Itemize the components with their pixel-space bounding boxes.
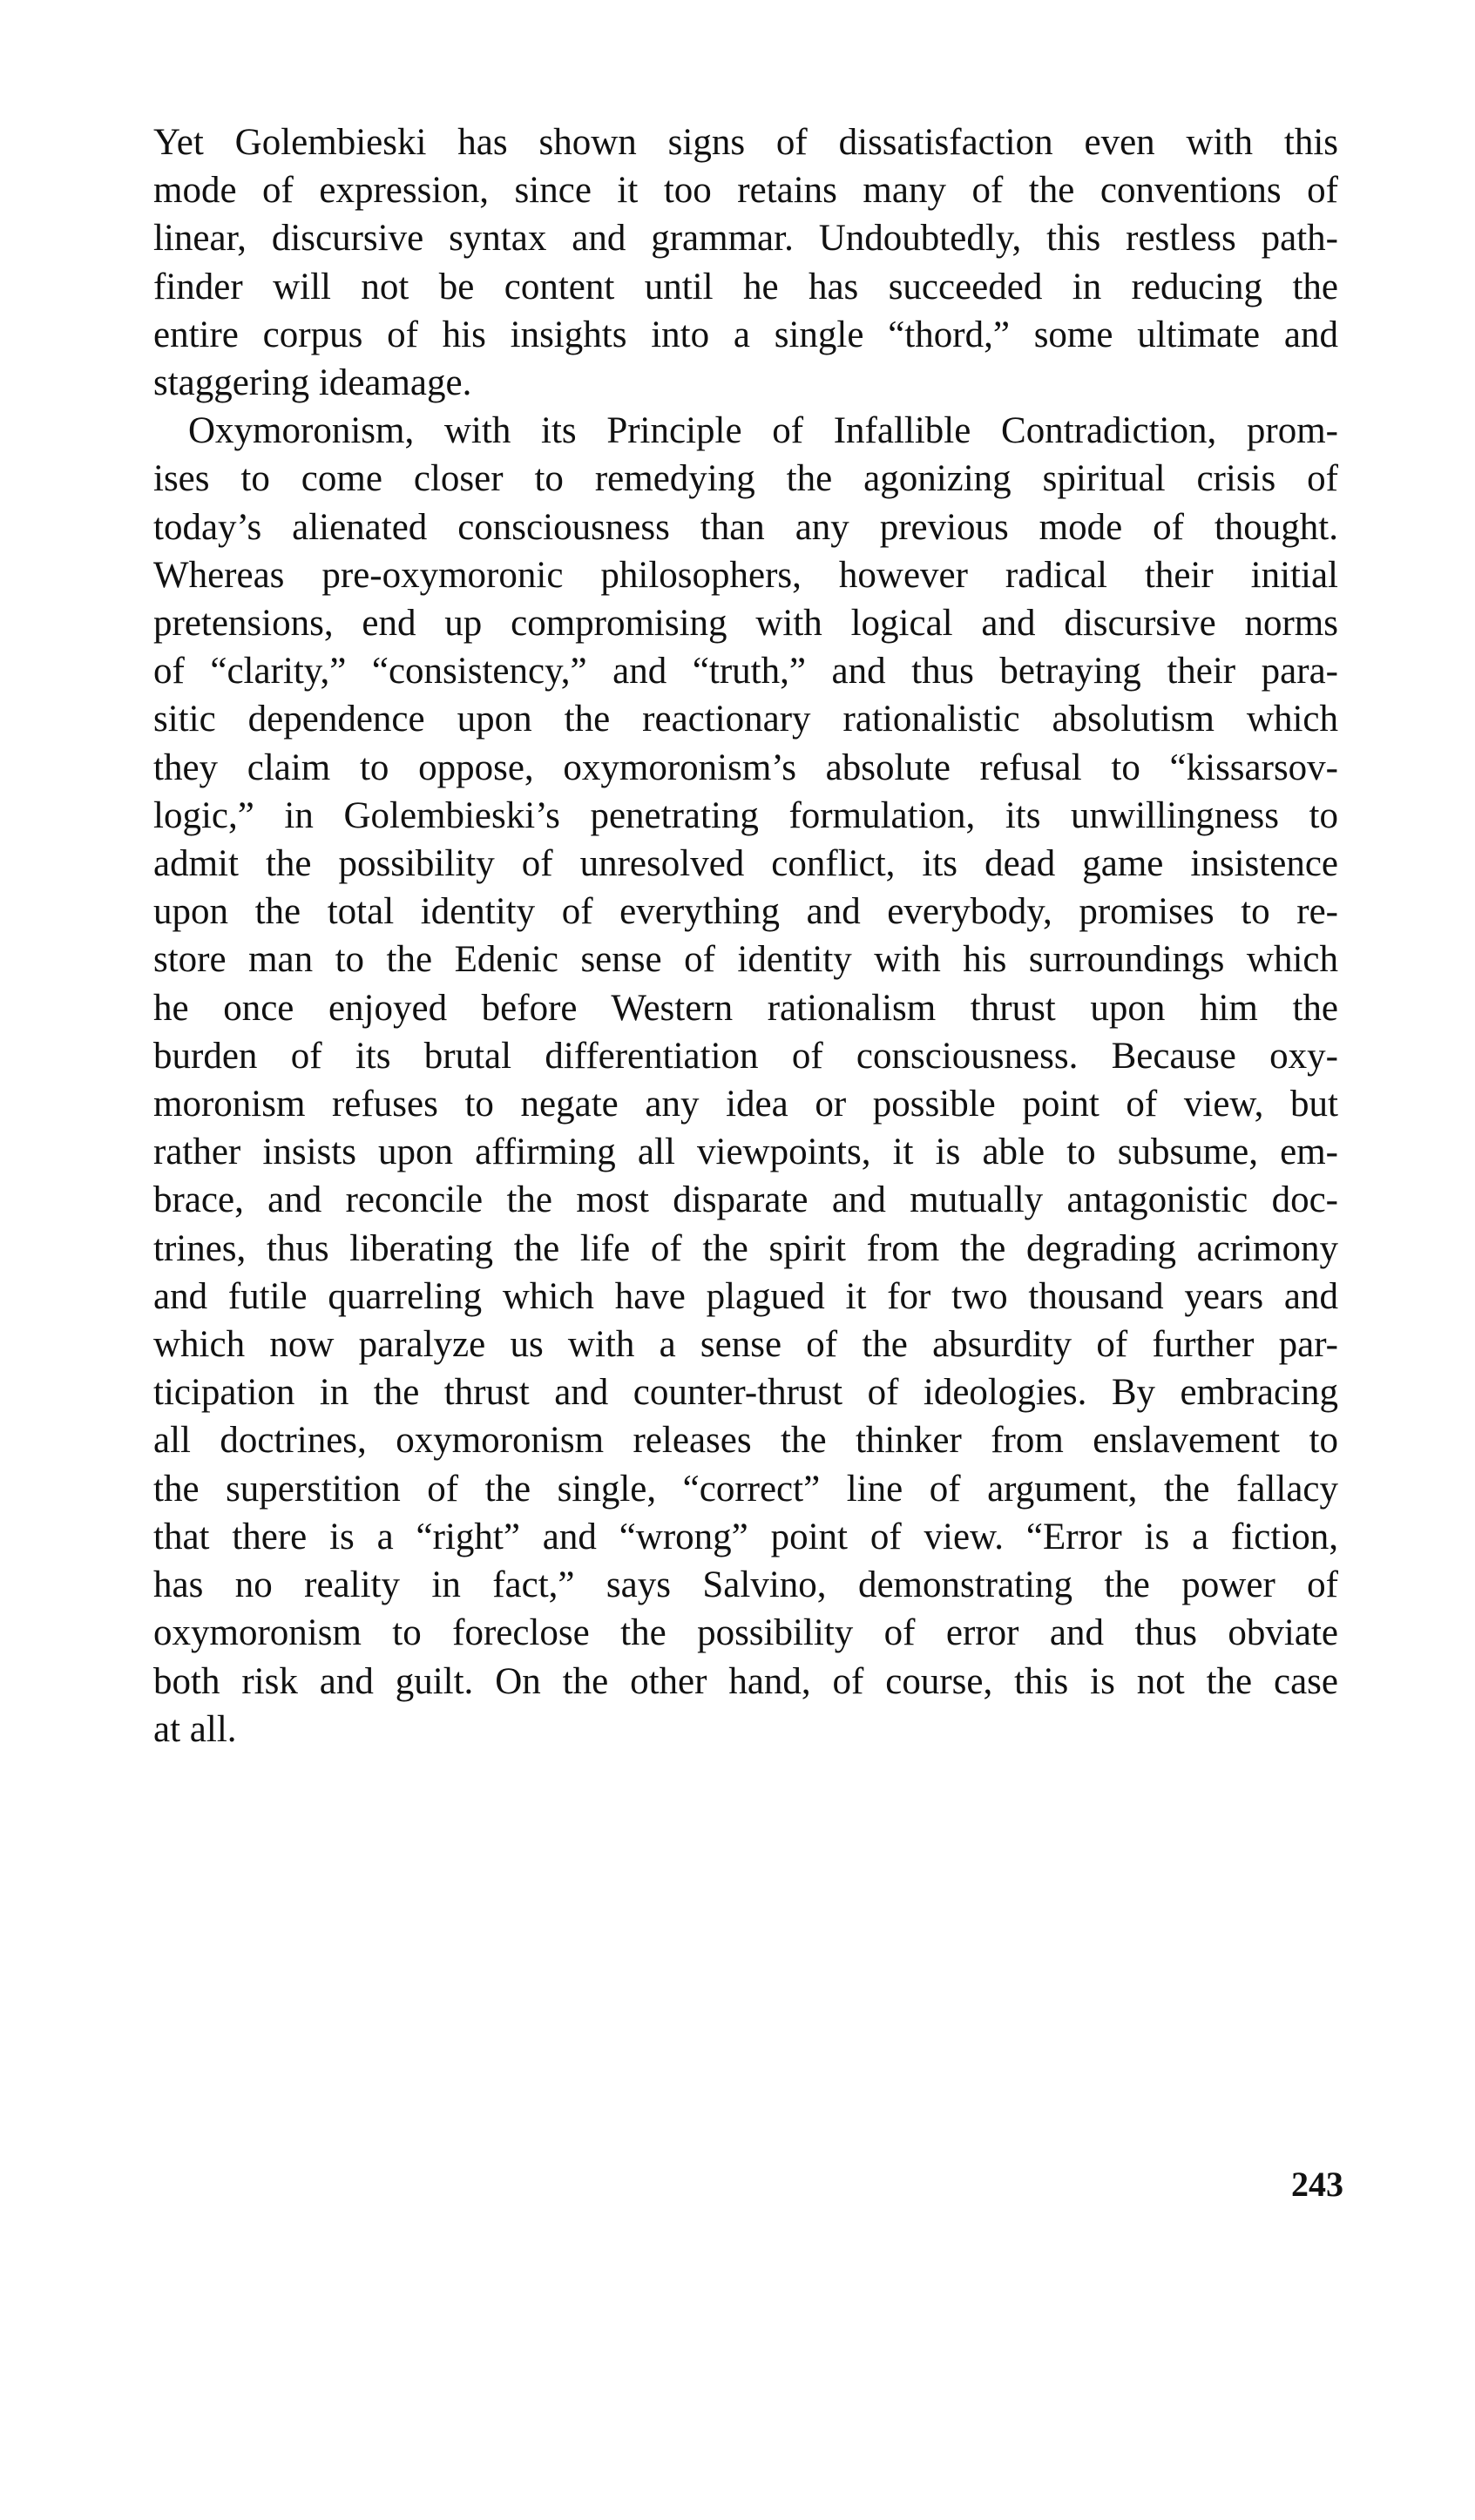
text-line: he once enjoyed before Western rationalism thrust upon him the [153, 987, 1338, 1029]
text-line: trines, thus liberating the life of the spirit from the degrading acrimony [153, 1227, 1338, 1269]
text-line: both risk and guilt. On the other hand, of course, this is not the case [153, 1660, 1338, 1702]
page-number: 243 [1291, 2165, 1343, 2204]
text-line: entire corpus of his insights into a single “thord,” some ultimate and [153, 314, 1338, 355]
text-line: burden of its brutal differentiation of consciousness. Because oxy- [153, 1035, 1338, 1077]
text-line: finder will not be content until he has succeeded in reducing the [153, 266, 1338, 307]
text-line: ises to come closer to remedying the agonizing spiritual crisis of [153, 458, 1338, 500]
text-line: ticipation in the thrust and counter-thrust of ideologies. By embracing [153, 1372, 1338, 1414]
text-line: logic,” in Golembieski’s penetrating formulation, its unwillingness to [153, 794, 1338, 836]
text-line: has no reality in fact,” says Salvino, demonstrating the power of [153, 1564, 1338, 1606]
text-line: which now paralyze us with a sense of the absurdity of further par- [153, 1324, 1338, 1366]
text-line: store man to the Edenic sense of identity with his surroundings which [153, 939, 1338, 981]
text-line: upon the total identity of everything and everybody, promises to re- [153, 891, 1338, 933]
paragraph-2 [153, 407, 1338, 1753]
text-line: sitic dependence upon the reactionary rationalistic absolutism which [153, 699, 1338, 740]
text-line: Yet Golembieski has shown signs of dissatisfaction even with this [153, 122, 1338, 163]
text-line: oxymoronism to foreclose the possibility of error and thus obviate [153, 1612, 1338, 1654]
text-line: Whereas pre-oxymoronic philosophers, however radical their initial [153, 554, 1338, 596]
text-line: and futile quarreling which have plagued it for two thousand years and [153, 1275, 1338, 1317]
text-line: rather insists upon affirming all viewpoints, it is able to subsume, em- [153, 1132, 1338, 1173]
text-line: that there is a “right” and “wrong” point of view. “Error is a fiction, [153, 1516, 1338, 1557]
text-line: at all. [153, 1708, 237, 1750]
text-line: moronism refuses to negate any idea or possible point of view, but [153, 1084, 1338, 1125]
text-line: mode of expression, since it too retains many of the conventions of [153, 170, 1338, 212]
text-line: linear, discursive syntax and grammar. Undoubtedly, this restless path- [153, 218, 1338, 260]
text-line: of “clarity,” “consistency,” and “truth,” and thus betraying their para- [153, 651, 1338, 692]
text-line: admit the possibility of unresolved conflict, its dead game insistence [153, 843, 1338, 885]
text-line: staggering ideamage. [153, 362, 472, 404]
text-line: Oxymoronism, with its Principle of Infallible Contradiction, prom- [188, 410, 1338, 452]
text-line: all doctrines, oxymoronism releases the thinker from enslavement to [153, 1420, 1338, 1462]
text-line: today’s alienated consciousness than any previous mode of thought. [153, 506, 1338, 548]
text-line: they claim to oppose, oxymoronism’s absolute refusal to “kissarsov- [153, 747, 1338, 788]
text-line: the superstition of the single, “correct” line of argument, the fallacy [153, 1468, 1338, 1510]
body-text [153, 118, 1338, 1753]
paragraph-1 [153, 118, 1338, 407]
text-line: brace, and reconcile the most disparate and mutually antagonistic doc- [153, 1179, 1338, 1221]
text-line: pretensions, end up compromising with logical and discursive norms [153, 603, 1338, 645]
